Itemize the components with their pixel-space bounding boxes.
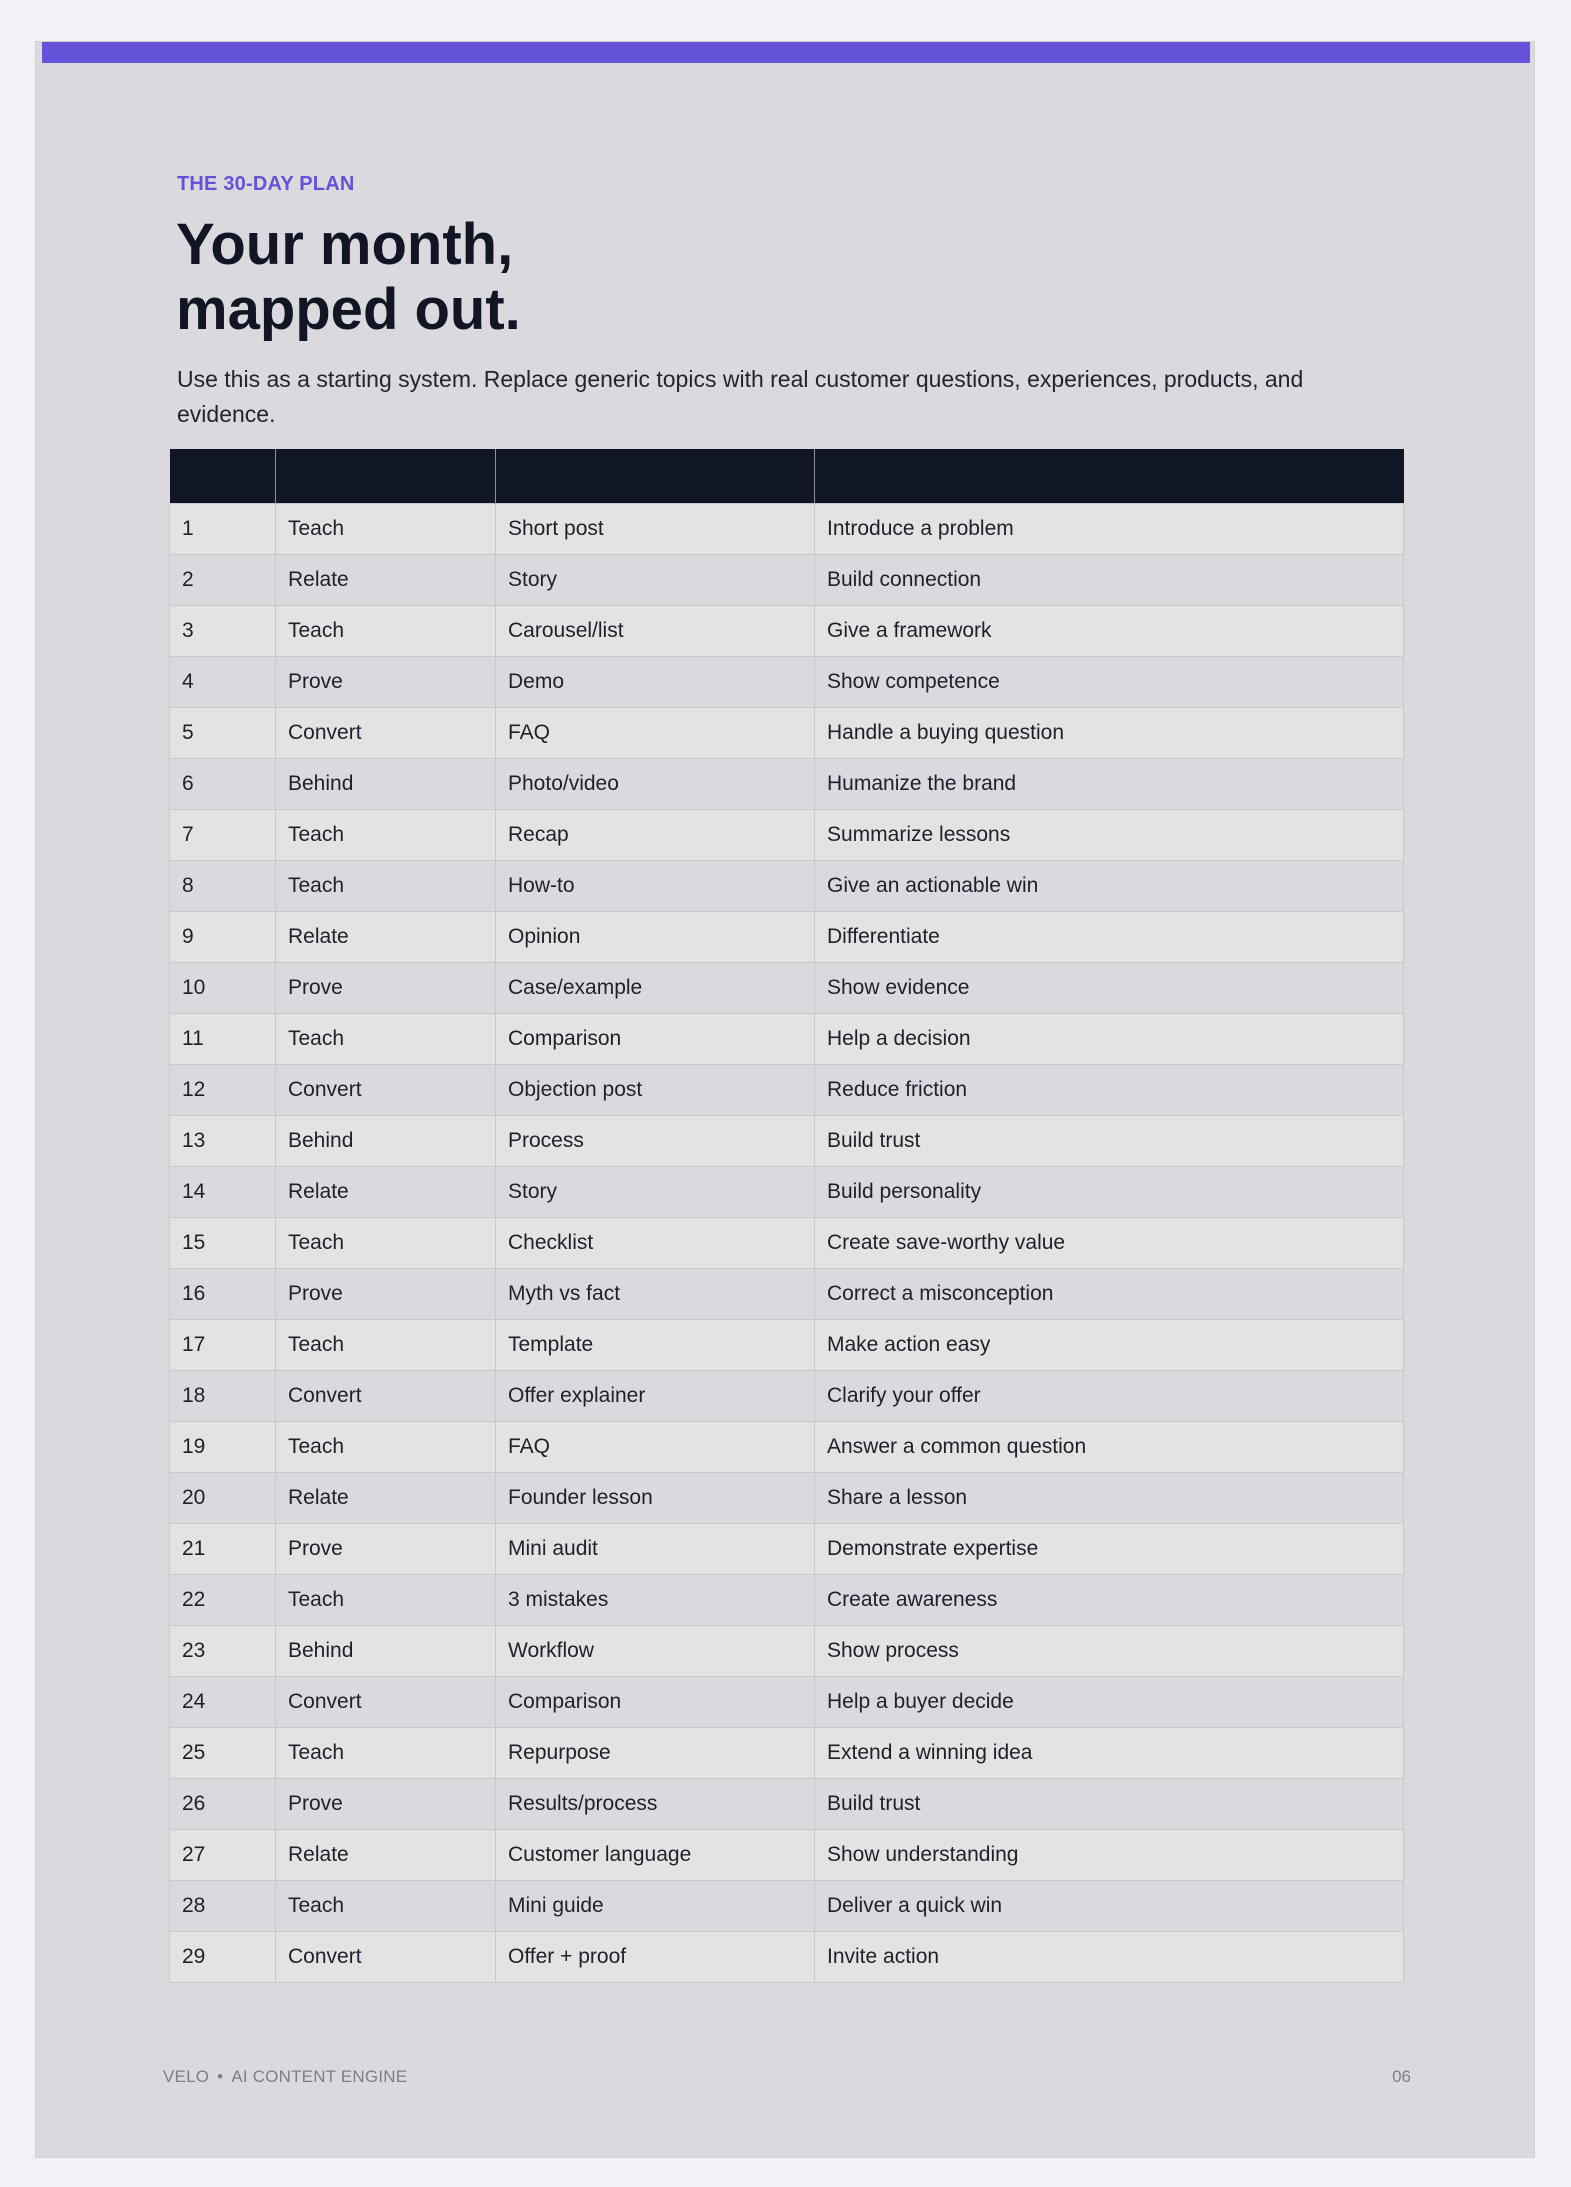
- goal-cell: Deliver a quick win: [815, 1881, 1404, 1932]
- header-cell-format: [496, 449, 815, 504]
- format-cell: Mini guide: [496, 1881, 815, 1932]
- plan-table-body: [170, 504, 1404, 1983]
- pillar-cell: Teach: [276, 1320, 496, 1371]
- format-cell: Offer explainer: [496, 1371, 815, 1422]
- pillar-cell: Relate: [276, 1167, 496, 1218]
- pillar-cell: Teach: [276, 606, 496, 657]
- pillar-cell: Teach: [276, 1575, 496, 1626]
- day-cell: 2: [170, 555, 276, 606]
- day-cell: 26: [170, 1779, 276, 1830]
- goal-cell: Build trust: [815, 1116, 1404, 1167]
- goal-cell: Share a lesson: [815, 1473, 1404, 1524]
- page-title-line-2: mapped out.: [176, 277, 521, 342]
- day-cell: 5: [170, 708, 276, 759]
- day-cell: 18: [170, 1371, 276, 1422]
- goal-cell: Build connection: [815, 555, 1404, 606]
- goal-cell: Create save-worthy value: [815, 1218, 1404, 1269]
- day-cell: 19: [170, 1422, 276, 1473]
- pillar-cell: Teach: [276, 1728, 496, 1779]
- pillar-cell: Prove: [276, 1269, 496, 1320]
- format-cell: Offer + proof: [496, 1932, 815, 1983]
- table-row: [170, 606, 1404, 657]
- table-row: [170, 1473, 1404, 1524]
- table-row: [170, 912, 1404, 963]
- format-cell: Comparison: [496, 1014, 815, 1065]
- format-cell: Photo/video: [496, 759, 815, 810]
- pillar-cell: Behind: [276, 1116, 496, 1167]
- pillar-cell: Teach: [276, 1881, 496, 1932]
- page-title: [176, 212, 1076, 342]
- table-row: [170, 759, 1404, 810]
- goal-cell: Differentiate: [815, 912, 1404, 963]
- table-row: [170, 1218, 1404, 1269]
- pillar-cell: Behind: [276, 759, 496, 810]
- day-cell: 13: [170, 1116, 276, 1167]
- accent-bar: [42, 42, 1530, 63]
- table-row: [170, 555, 1404, 606]
- day-cell: 7: [170, 810, 276, 861]
- day-cell: 24: [170, 1677, 276, 1728]
- header-cell-day: [170, 449, 276, 504]
- day-cell: 9: [170, 912, 276, 963]
- goal-cell: Demonstrate expertise: [815, 1524, 1404, 1575]
- goal-cell: Give an actionable win: [815, 861, 1404, 912]
- pillar-cell: Teach: [276, 1218, 496, 1269]
- pillar-cell: Teach: [276, 861, 496, 912]
- table-header-row: [170, 449, 1404, 504]
- pillar-cell: Prove: [276, 963, 496, 1014]
- format-cell: FAQ: [496, 708, 815, 759]
- goal-cell: Extend a winning idea: [815, 1728, 1404, 1779]
- day-cell: 21: [170, 1524, 276, 1575]
- footer-separator: •: [217, 2067, 224, 2086]
- table-row: [170, 1677, 1404, 1728]
- pillar-cell: Relate: [276, 1830, 496, 1881]
- pillar-cell: Convert: [276, 708, 496, 759]
- format-cell: Objection post: [496, 1065, 815, 1116]
- format-cell: Process: [496, 1116, 815, 1167]
- day-cell: 20: [170, 1473, 276, 1524]
- pillar-cell: Teach: [276, 810, 496, 861]
- footer-brand: [163, 2067, 407, 2087]
- pillar-cell: Convert: [276, 1677, 496, 1728]
- footer-product-name: AI CONTENT ENGINE: [231, 2067, 408, 2086]
- page-number: 06: [1392, 2067, 1411, 2086]
- day-cell: 28: [170, 1881, 276, 1932]
- format-cell: Mini audit: [496, 1524, 815, 1575]
- format-cell: FAQ: [496, 1422, 815, 1473]
- format-cell: Story: [496, 1167, 815, 1218]
- day-cell: 22: [170, 1575, 276, 1626]
- plan-table-header: [170, 449, 1404, 504]
- table-row: [170, 1830, 1404, 1881]
- format-cell: Carousel/list: [496, 606, 815, 657]
- table-row: [170, 1881, 1404, 1932]
- plan-table: [169, 449, 1404, 1983]
- document-page: [35, 41, 1535, 2158]
- table-row: [170, 810, 1404, 861]
- goal-cell: Handle a buying question: [815, 708, 1404, 759]
- format-cell: Founder lesson: [496, 1473, 815, 1524]
- table-row: [170, 963, 1404, 1014]
- table-row: [170, 708, 1404, 759]
- table-row: [170, 1065, 1404, 1116]
- table-row: [170, 1524, 1404, 1575]
- pillar-cell: Relate: [276, 555, 496, 606]
- table-row: [170, 1422, 1404, 1473]
- format-cell: Comparison: [496, 1677, 815, 1728]
- day-cell: 6: [170, 759, 276, 810]
- format-cell: Workflow: [496, 1626, 815, 1677]
- table-row: [170, 1626, 1404, 1677]
- day-cell: 15: [170, 1218, 276, 1269]
- table-row: [170, 1014, 1404, 1065]
- format-cell: Short post: [496, 504, 815, 555]
- format-cell: Demo: [496, 657, 815, 708]
- table-row: [170, 657, 1404, 708]
- goal-cell: Show process: [815, 1626, 1404, 1677]
- day-cell: 25: [170, 1728, 276, 1779]
- goal-cell: Summarize lessons: [815, 810, 1404, 861]
- section-eyebrow: THE 30-DAY PLAN: [177, 173, 355, 195]
- goal-cell: Help a buyer decide: [815, 1677, 1404, 1728]
- table-row: [170, 1779, 1404, 1830]
- goal-cell: Invite action: [815, 1932, 1404, 1983]
- goal-cell: Reduce friction: [815, 1065, 1404, 1116]
- goal-cell: Build trust: [815, 1779, 1404, 1830]
- day-cell: 1: [170, 504, 276, 555]
- pillar-cell: Behind: [276, 1626, 496, 1677]
- goal-cell: Correct a misconception: [815, 1269, 1404, 1320]
- day-cell: 12: [170, 1065, 276, 1116]
- format-cell: Myth vs fact: [496, 1269, 815, 1320]
- format-cell: Story: [496, 555, 815, 606]
- page-title-line-1: Your month,: [176, 212, 514, 277]
- format-cell: Template: [496, 1320, 815, 1371]
- format-cell: Recap: [496, 810, 815, 861]
- header-cell-goal: [815, 449, 1404, 504]
- table-row: [170, 1371, 1404, 1422]
- table-row: [170, 504, 1404, 555]
- day-cell: 10: [170, 963, 276, 1014]
- table-row: [170, 1116, 1404, 1167]
- day-cell: 23: [170, 1626, 276, 1677]
- day-cell: 14: [170, 1167, 276, 1218]
- goal-cell: Build personality: [815, 1167, 1404, 1218]
- goal-cell: Make action easy: [815, 1320, 1404, 1371]
- goal-cell: Show evidence: [815, 963, 1404, 1014]
- pillar-cell: Prove: [276, 1779, 496, 1830]
- table-row: [170, 1575, 1404, 1626]
- pillar-cell: Relate: [276, 912, 496, 963]
- day-cell: 29: [170, 1932, 276, 1983]
- day-cell: 16: [170, 1269, 276, 1320]
- day-cell: 17: [170, 1320, 276, 1371]
- day-cell: 4: [170, 657, 276, 708]
- goal-cell: Introduce a problem: [815, 504, 1404, 555]
- format-cell: 3 mistakes: [496, 1575, 815, 1626]
- goal-cell: Clarify your offer: [815, 1371, 1404, 1422]
- pillar-cell: Convert: [276, 1371, 496, 1422]
- table-row: [170, 1320, 1404, 1371]
- day-cell: 11: [170, 1014, 276, 1065]
- day-cell: 27: [170, 1830, 276, 1881]
- pillar-cell: Convert: [276, 1932, 496, 1983]
- pillar-cell: Teach: [276, 504, 496, 555]
- table-row: [170, 1932, 1404, 1983]
- format-cell: How-to: [496, 861, 815, 912]
- goal-cell: Show understanding: [815, 1830, 1404, 1881]
- table-row: [170, 1269, 1404, 1320]
- table-row: [170, 1728, 1404, 1779]
- format-cell: Customer language: [496, 1830, 815, 1881]
- goal-cell: Humanize the brand: [815, 759, 1404, 810]
- format-cell: Checklist: [496, 1218, 815, 1269]
- table-row: [170, 861, 1404, 912]
- intro-paragraph: Use this as a starting system. Replace generic topics with real customer questions, experiences, products, and evidence.: [177, 366, 1304, 427]
- pillar-cell: Convert: [276, 1065, 496, 1116]
- format-cell: Results/process: [496, 1779, 815, 1830]
- goal-cell: Create awareness: [815, 1575, 1404, 1626]
- format-cell: Case/example: [496, 963, 815, 1014]
- day-cell: 8: [170, 861, 276, 912]
- goal-cell: Answer a common question: [815, 1422, 1404, 1473]
- table-row: [170, 1167, 1404, 1218]
- format-cell: Repurpose: [496, 1728, 815, 1779]
- pillar-cell: Relate: [276, 1473, 496, 1524]
- goal-cell: Give a framework: [815, 606, 1404, 657]
- pillar-cell: Teach: [276, 1014, 496, 1065]
- day-cell: 3: [170, 606, 276, 657]
- goal-cell: Help a decision: [815, 1014, 1404, 1065]
- goal-cell: Show competence: [815, 657, 1404, 708]
- pillar-cell: Teach: [276, 1422, 496, 1473]
- header-cell-pillar: [276, 449, 496, 504]
- pillar-cell: Prove: [276, 657, 496, 708]
- format-cell: Opinion: [496, 912, 815, 963]
- pillar-cell: Prove: [276, 1524, 496, 1575]
- footer-brand-name: VELO: [163, 2067, 210, 2086]
